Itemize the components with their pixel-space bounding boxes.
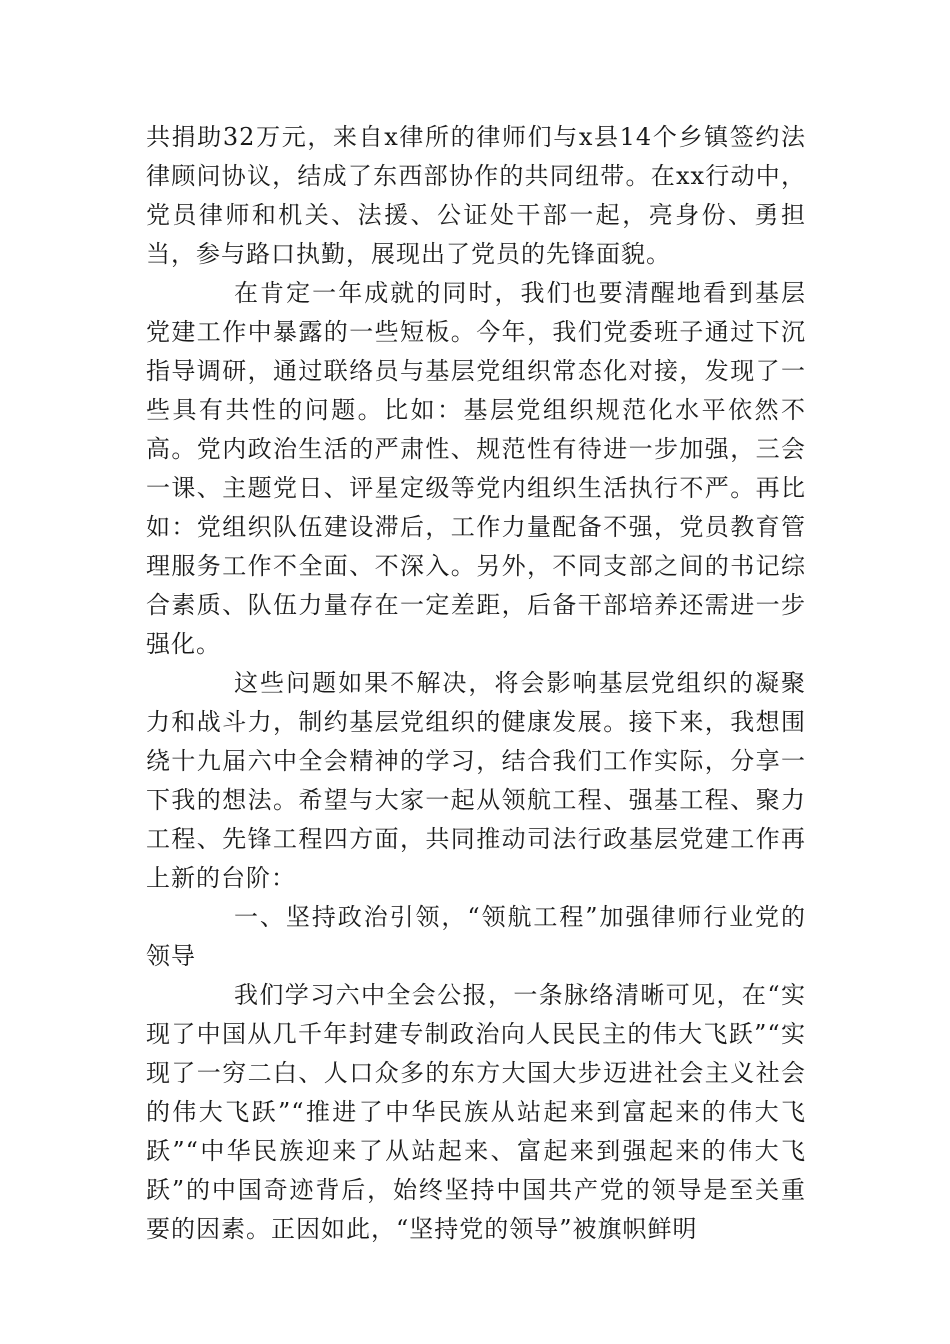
paragraph-1: 共捐助32万元，来自x律所的律师们与x县14个乡镇签约法律顾问协议，结成了东西部协作的共同纽带。在xx行动中，党员律师和机关、法援、公证处干部一起，亮身份、勇担当，参与路口执勤，展现出了党员的先锋面貌。 bbox=[146, 123, 806, 268]
document-body bbox=[146, 118, 806, 1249]
section-heading: 一、坚持政治引领，“领航工程”加强律师行业党的领导 bbox=[146, 903, 806, 970]
paragraph-2: 在肯定一年成就的同时，我们也要清醒地看到基层党建工作中暴露的一些短板。今年，我们党委班子通过下沉指导调研，通过联络员与基层党组织常态化对接，发现了一些具有共性的问题。比如：基层党组织规范化水平依然不高。党内政治生活的严肃性、规范性有待进一步加强，三会一课、主题党日、评星定级等党内组织生活执行不严。再比如：党组织队伍建设滞后，工作力量配备不强，党员教育管理服务工作不全面、不深入。另外，不同支部之间的书记综合素质、队伍力量存在一定差距，后备干部培养还需进一步强化。 bbox=[146, 279, 806, 658]
paragraph-4: 我们学习六中全会公报，一条脉络清晰可见，在“实现了中国从几千年封建专制政治向人民民主的伟大飞跃”“实现了一穷二白、人口众多的东方大国大步迈进社会主义社会的伟大飞跃”“推进了中华民族从站起来到富起来的伟大飞跃”“中华民族迎来了从站起来、富起来到强起来的伟大飞跃”的中国奇迹背后，始终坚持中国共产党的领导是至关重要的因素。正因如此，“坚持党的领导”被旗帜鲜明 bbox=[146, 981, 806, 1243]
paragraph-3: 这些问题如果不解决，将会影响基层党组织的凝聚力和战斗力，制约基层党组织的健康发展。接下来，我想围绕十九届六中全会精神的学习，结合我们工作实际，分享一下我的想法。希望与大家一起从领航工程、强基工程、聚力工程、先锋工程四方面，共同推动司法行政基层党建工作再上新的台阶： bbox=[146, 669, 806, 892]
